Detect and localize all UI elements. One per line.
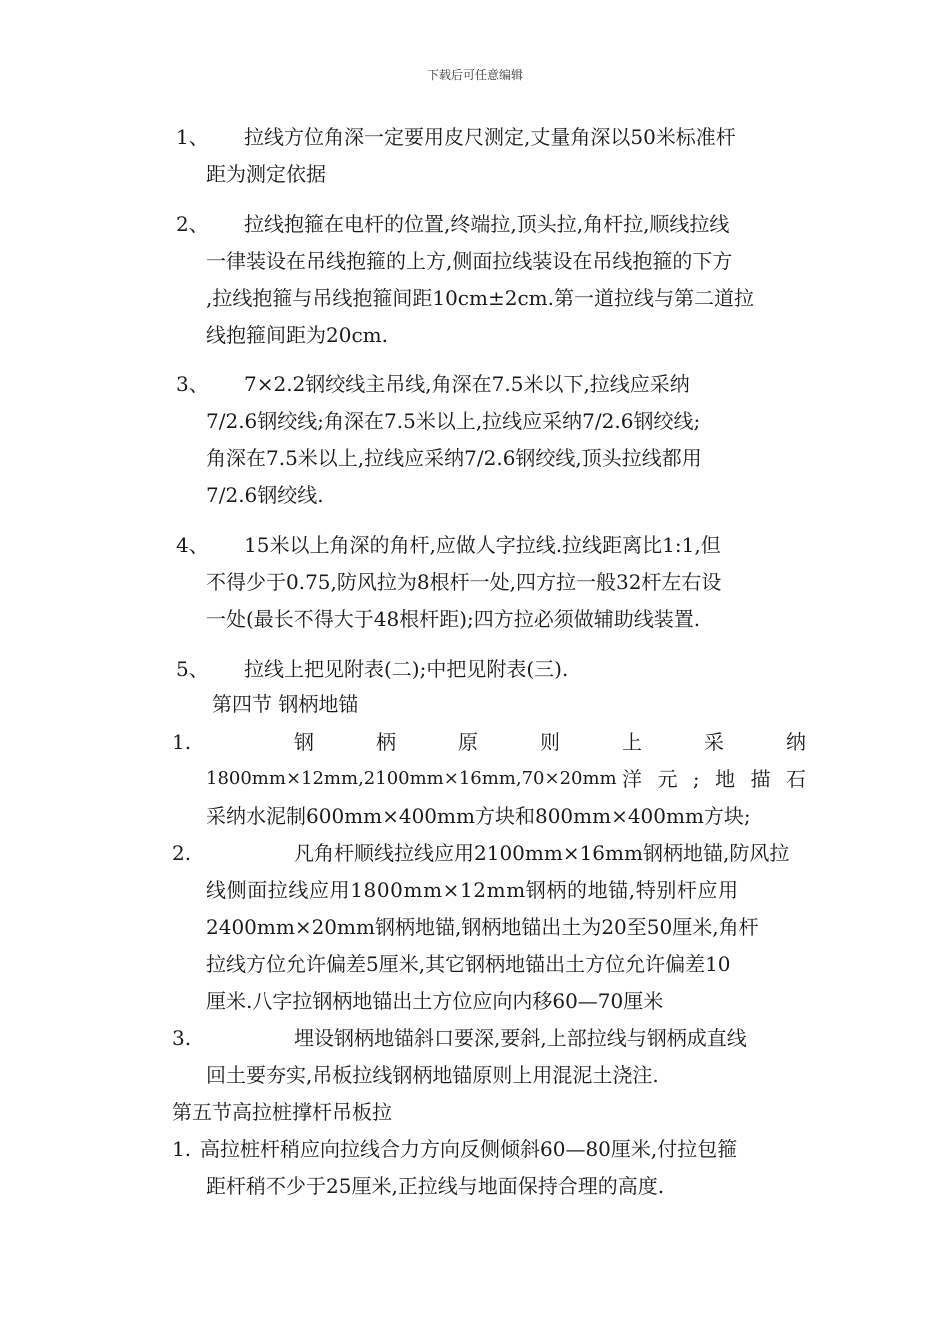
item-text-line: ,拉线抱箍与吊线抱箍间距10cm±2cm.第一道拉线与第二道拉	[206, 286, 754, 310]
item-text-line: 凡角杆顺线拉线应用2100mm×16mm钢柄地锚,防风拉	[294, 841, 790, 865]
item-text-line: 采纳水泥制600mm×400mm方块和800mm×400mm方块;	[206, 804, 751, 828]
item-text-line: 不得少于0.75,防风拉为8根杆一处,四方拉一般32杆左右设	[206, 570, 722, 594]
item-text-line: 拉线上把见附表(二);中把见附表(三).	[244, 657, 569, 681]
section-heading: 第五节高拉桩撑杆吊板拉	[172, 1100, 392, 1124]
item-number: 1、	[176, 125, 209, 149]
justified-line: 钢 柄 原 则 上 采 纳	[294, 730, 806, 754]
item-text-line: 回土要夯实,吊板拉线钢柄地锚原则上用混泥土浇注.	[206, 1063, 659, 1087]
item-text-line: 7×2.2钢绞线主吊线,角深在7.5米以下,拉线应采纳	[244, 372, 690, 396]
item-number: 4、	[176, 533, 209, 557]
item-number: 5、	[176, 657, 209, 681]
item-text-line: 距杆稍不少于25厘米,正拉线与地面保持合理的高度.	[206, 1174, 665, 1198]
item-text-line: 1800mm×12mm,2100mm×16mm,70×20mm	[206, 768, 617, 789]
item-number: 3.	[172, 1026, 192, 1050]
item-text-line: 拉线抱箍在电杆的位置,终端拉,顶头拉,角杆拉,顺线拉线	[244, 212, 730, 236]
item-text-line: 角深在7.5米以上,拉线应采纳7/2.6钢绞线,顶头拉线都用	[206, 446, 702, 470]
item-text-line: 15米以上角深的角杆,应做人字拉线.拉线距离比1:1,但	[244, 533, 721, 557]
justified-line: 洋 元 ; 地 描 石	[622, 767, 806, 791]
item-text-line: 7/2.6钢绞线;角深在7.5米以上,拉线应采纳7/2.6钢绞线;	[206, 409, 701, 433]
item-text-line: 线侧面拉线应用1800mm×12mm钢柄的地锚,特别杆应用	[206, 878, 739, 902]
item-text-line: 一处(最长不得大于48根杆距);四方拉必须做辅助线装置.	[206, 607, 701, 631]
item-text-line: 线抱箍间距为20cm.	[206, 323, 388, 347]
item-text-line: 2400mm×20mm钢柄地锚,钢柄地锚出土为20至50厘米,角杆	[206, 915, 759, 939]
item-text-line: 距为测定依据	[206, 162, 326, 186]
item-text-line: 7/2.6钢绞线.	[206, 483, 324, 507]
item-text-line: 埋设钢柄地锚斜口要深,要斜,上部拉线与钢柄成直线	[294, 1026, 747, 1050]
item-number: 2.	[172, 841, 192, 865]
item-number: 3、	[176, 372, 209, 396]
item-text-line: 高拉桩杆稍应向拉线合力方向反侧倾斜60—80厘米,付拉包箍	[200, 1137, 738, 1161]
item-text-line: 拉线方位角深一定要用皮尺测定,丈量角深以50米标准杆	[244, 125, 736, 149]
item-text-line: 拉线方位允许偏差5厘米,其它钢柄地锚出土方位允许偏差10	[206, 952, 731, 976]
item-number: 2、	[176, 212, 209, 236]
item-text-line: 厘米.八字拉钢柄地锚出土方位应向内移60—70厘米	[206, 989, 664, 1013]
item-number: 1.	[172, 730, 192, 754]
item-text-line: 一律装设在吊线抱箍的上方,侧面拉线装设在吊线抱箍的下方	[206, 249, 733, 273]
page-header: 下载后可任意编辑	[426, 68, 523, 82]
section-heading: 第四节 钢柄地锚	[212, 692, 359, 716]
item-number: 1.	[172, 1137, 192, 1161]
